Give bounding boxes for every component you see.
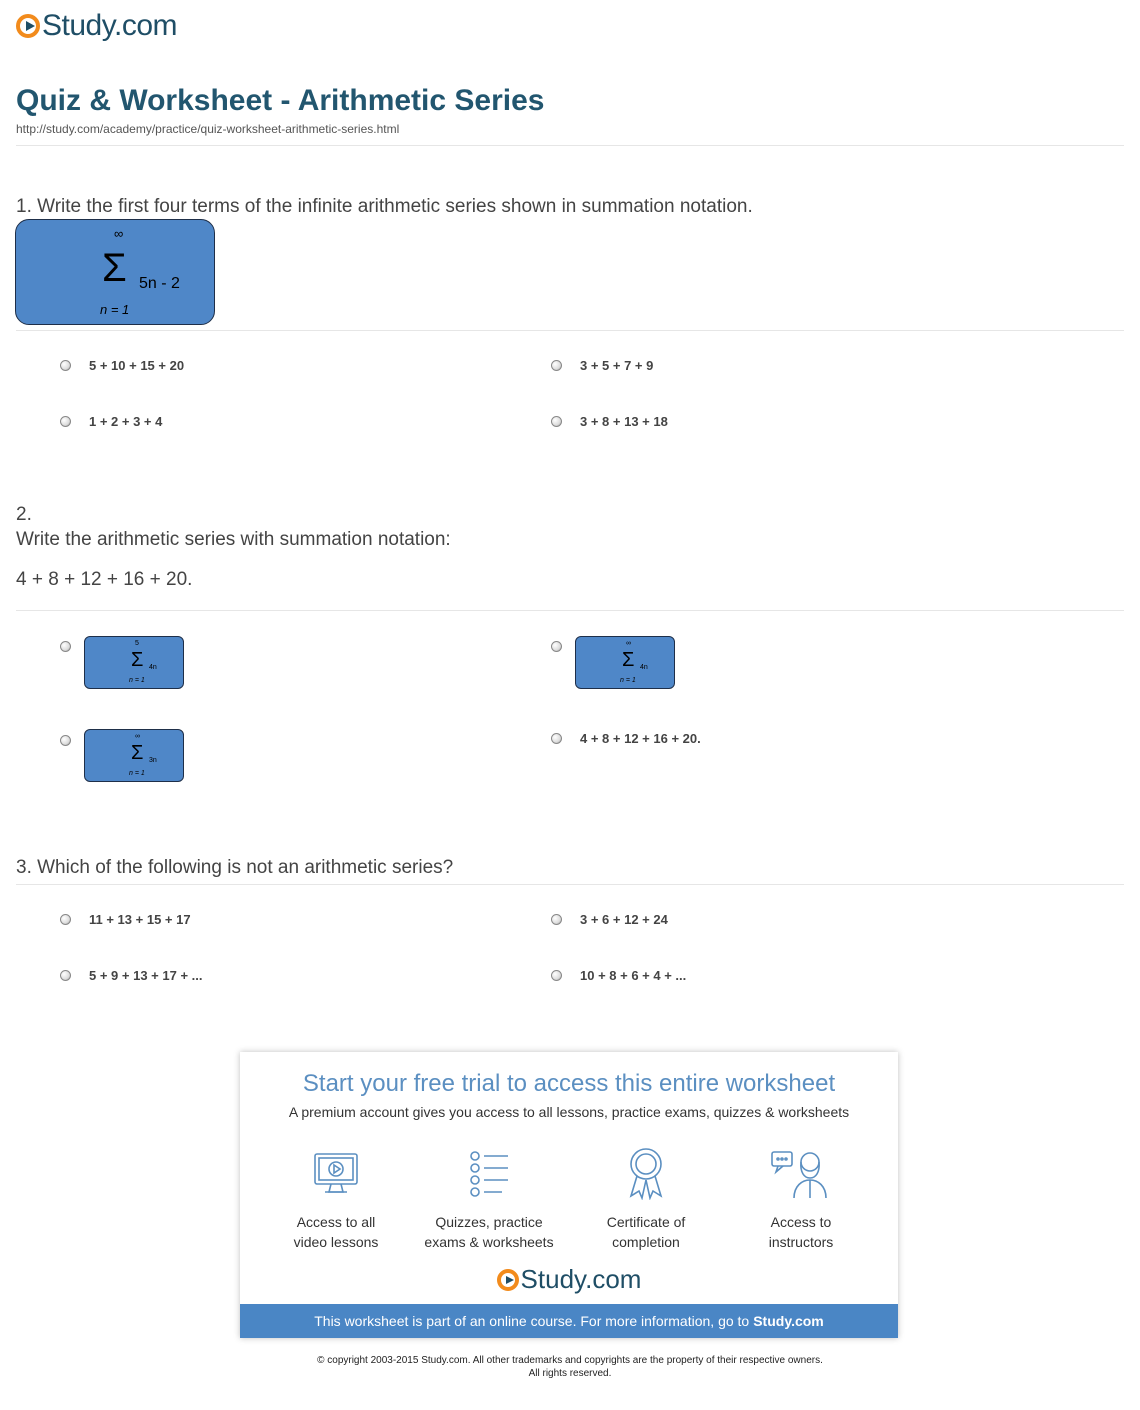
formula-upper: ∞ [135,733,140,740]
feature-instructors [726,1146,876,1252]
formula-expression: 5n - 2 [139,275,180,292]
promo-subtitle: A premium account gives you access to all lessons, practice exams, quizzes & worksheets [288,1104,850,1120]
divider [16,610,1124,611]
q2-radio-b[interactable] [551,641,562,652]
question-3-text: 3. Which of the following is not an arithmetic series? [16,857,454,878]
sigma-symbol: Σ [131,742,144,764]
radio-button[interactable] [60,914,71,925]
q1-option-b[interactable] [551,358,653,373]
sigma-symbol: Σ [102,246,127,290]
page-url: http://study.com/academy/practice/quiz-worksheet-arithmetic-series.html [16,122,400,136]
feature-label: Access to all video lessons [293,1214,379,1250]
radio-button[interactable] [60,360,71,371]
feature-certificate [571,1146,721,1252]
q2-option-c-formula[interactable] [84,729,184,782]
option-label: 10 + 8 + 6 + 4 + ... [580,968,687,983]
copyright-footer [0,1354,1140,1380]
question-2-text: Write the arithmetic series with summation notation: [16,529,451,550]
promo-title[interactable]: Start your free trial to access this entire worksheet [302,1070,836,1097]
q3-option-b[interactable] [551,912,668,927]
promo-bar-text: This worksheet is part of an online course. For more information, go to [314,1313,750,1329]
option-label: 3 + 8 + 13 + 18 [580,414,668,429]
formula-expression: 4n [149,664,157,671]
list-icon [414,1146,564,1200]
radio-button[interactable] [551,733,562,744]
logo-text: Study.com [520,1264,642,1294]
radio-button[interactable] [60,970,71,981]
radio-button[interactable] [551,416,562,427]
feature-video-lessons [261,1146,411,1252]
radio-button[interactable] [551,360,562,371]
q2-radio-a[interactable] [60,641,71,652]
promo-study-logo[interactable] [240,1264,898,1295]
study-link[interactable]: Study.com [753,1313,824,1329]
question-2-series: 4 + 8 + 12 + 16 + 20. [16,569,193,590]
play-logo-icon [497,1269,519,1291]
play-logo-icon [16,14,40,38]
q3-option-c[interactable] [60,968,202,983]
divider [16,145,1124,146]
formula-lower: n = 1 [620,677,636,684]
q2-option-b-formula[interactable] [575,636,675,689]
option-label: 11 + 13 + 15 + 17 [89,912,191,927]
instructor-icon [726,1146,876,1200]
free-trial-promo [240,1052,898,1338]
formula-expression: 4n [640,664,648,671]
sigma-symbol: Σ [622,649,635,671]
promo-info-bar [240,1304,898,1338]
divider [16,330,1124,331]
monitor-play-icon [261,1146,411,1200]
feature-label: Certificate of completion [606,1214,686,1250]
rights-line: All rights reserved. [528,1368,612,1379]
logo-text: Study.com [42,9,177,42]
question-1-text: 1. Write the first four terms of the infinite arithmetic series shown in summation notation. [16,196,753,217]
formula-expression: 3n [149,757,157,764]
divider [16,884,1124,885]
q1-option-a[interactable] [60,358,184,373]
option-label: 3 + 5 + 7 + 9 [580,358,654,373]
option-label: 1 + 2 + 3 + 4 [89,414,163,429]
q3-option-a[interactable] [60,912,191,927]
option-label: 3 + 6 + 12 + 24 [580,912,668,927]
formula-upper: ∞ [114,226,124,241]
ribbon-icon [571,1146,721,1200]
option-label: 5 + 9 + 13 + 17 + ... [89,968,203,983]
option-label: 4 + 8 + 12 + 16 + 20. [580,731,701,746]
q2-radio-c[interactable] [60,735,71,746]
feature-quizzes [414,1146,564,1252]
radio-button[interactable] [60,416,71,427]
study-logo[interactable] [16,8,177,44]
radio-button[interactable] [551,970,562,981]
formula-lower: n = 1 [129,770,145,777]
question-2-number: 2. [16,504,32,525]
q2-option-d[interactable] [551,731,701,746]
q3-option-d[interactable] [551,968,686,983]
question-1-formula [15,219,215,325]
formula-upper: 5 [135,640,139,647]
radio-button[interactable] [551,914,562,925]
page-title: Quiz & Worksheet - Arithmetic Series [16,84,545,117]
formula-lower: n = 1 [100,302,130,317]
option-label: 5 + 10 + 15 + 20 [89,358,185,373]
q1-option-d[interactable] [551,414,668,429]
q2-option-a-formula[interactable] [84,636,184,689]
feature-label: Quizzes, practice exams & worksheets [424,1214,554,1250]
formula-lower: n = 1 [129,677,145,684]
copyright-line: © copyright 2003-2015 Study.com. All other trademarks and copyrights are the property of their respective owners. [317,1355,823,1366]
feature-label: Access to instructors [768,1214,834,1250]
sigma-symbol: Σ [131,649,144,671]
formula-upper: ∞ [626,640,631,647]
q1-option-c[interactable] [60,414,162,429]
